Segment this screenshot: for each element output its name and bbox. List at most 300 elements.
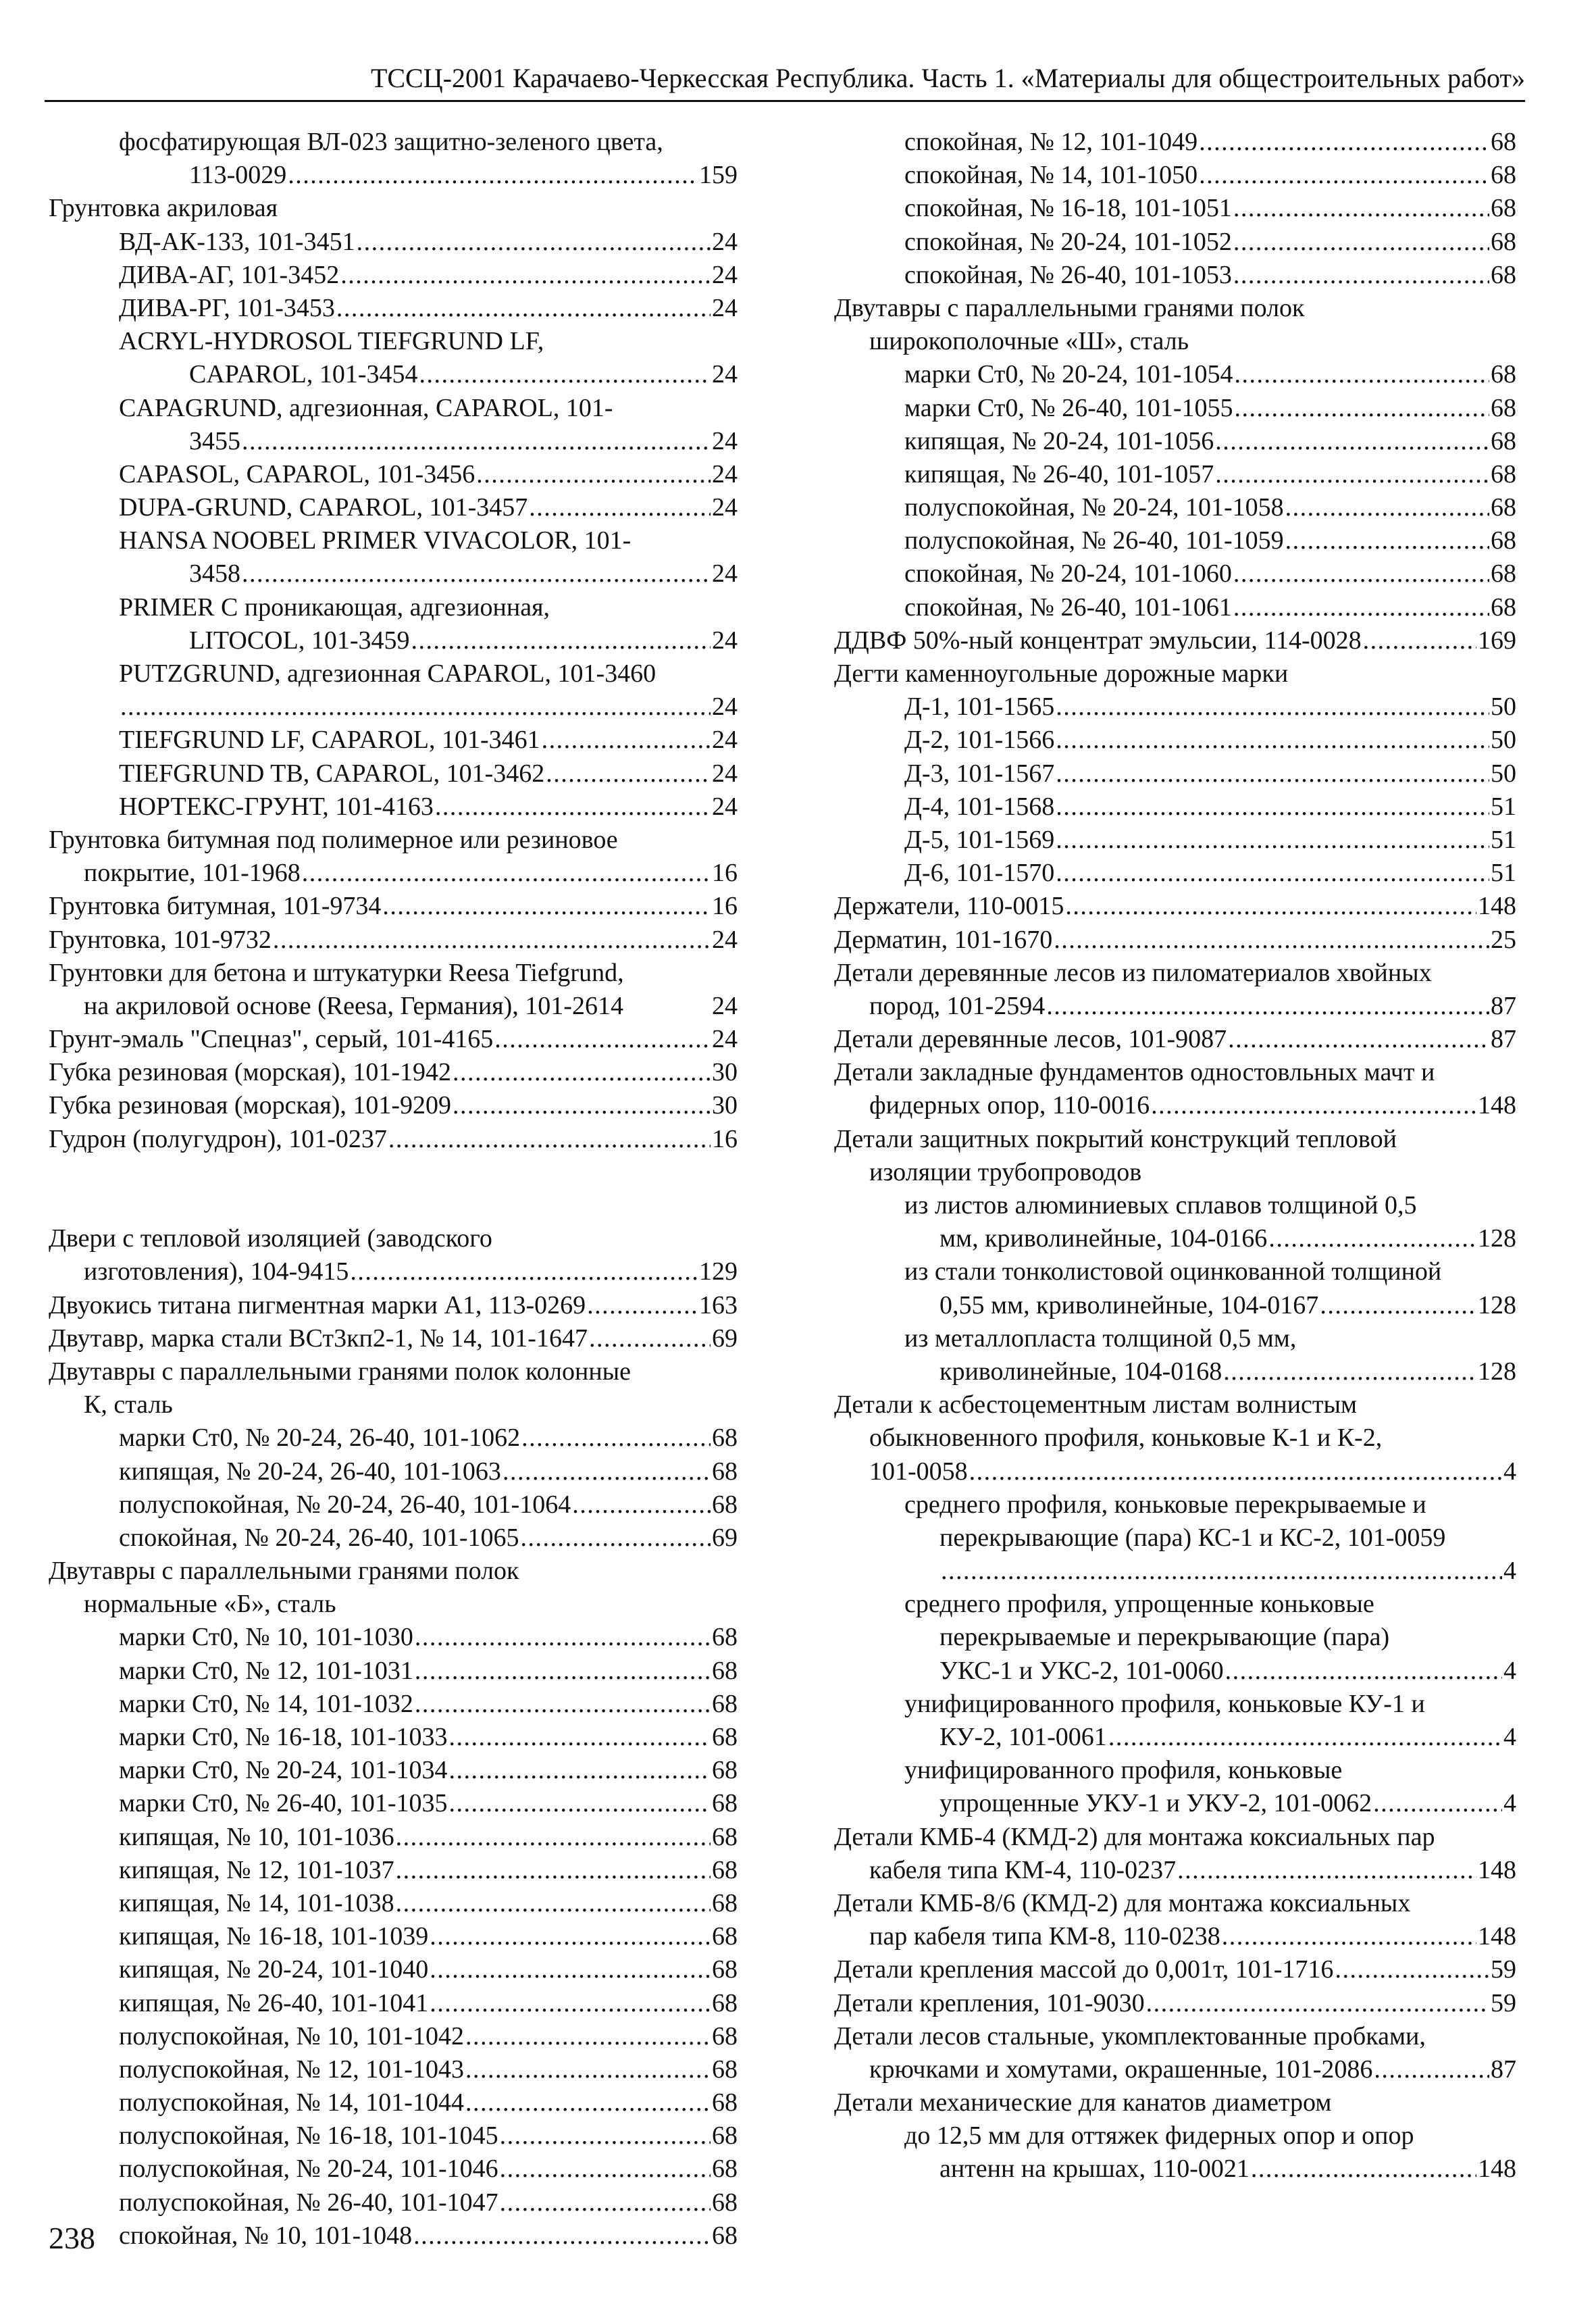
index-entry bbox=[49, 1721, 738, 1754]
index-entry bbox=[834, 924, 1516, 957]
dot-leader bbox=[1108, 1721, 1502, 1754]
index-entry bbox=[834, 2053, 1516, 2086]
index-entry bbox=[834, 1056, 1516, 1089]
dot-leader bbox=[435, 790, 711, 824]
index-entry bbox=[834, 1754, 1516, 1787]
entry-text: унифицированного профиля, коньковые bbox=[904, 1756, 1343, 1785]
entry-text: крючками и хомутами, окрашенные, 101-2086 bbox=[869, 2055, 1373, 2084]
dot-leader bbox=[120, 690, 711, 724]
entry-text: перекрываемые и перекрывающие (пара) bbox=[939, 1623, 1390, 1652]
dot-leader bbox=[1223, 1355, 1476, 1388]
entry-text: кипящая, № 14, 101-1038 bbox=[119, 1888, 394, 1917]
index-entry bbox=[834, 824, 1516, 857]
index-entry bbox=[834, 657, 1516, 690]
entry-text: ДИВА-АГ, 101-3452 bbox=[119, 260, 340, 289]
page-ref: 129 bbox=[699, 1257, 738, 1286]
index-entry bbox=[49, 159, 738, 192]
entry-text: PUTZGRUND, адгезионная CAPAROL, 101-3460 bbox=[119, 659, 657, 688]
entry-text: DUPA-GRUND, CAPAROL, 101-3457 bbox=[119, 493, 528, 522]
page-ref: 51 bbox=[1491, 792, 1516, 821]
index-entry bbox=[834, 1322, 1516, 1355]
dot-leader bbox=[430, 1920, 711, 1953]
page-ref: 87 bbox=[1491, 991, 1516, 1020]
index-entry bbox=[834, 1987, 1516, 2020]
entry-text: Детали закладные фундаментов одностовльных мачт и bbox=[834, 1058, 1435, 1087]
page-ref: 128 bbox=[1478, 1357, 1516, 1386]
dot-leader bbox=[453, 1089, 711, 1122]
index-entry bbox=[49, 1455, 738, 1488]
dot-leader bbox=[242, 557, 711, 590]
page-ref: 68 bbox=[712, 1623, 738, 1652]
index-entry bbox=[834, 1156, 1516, 1189]
entry-text: 0,55 мм, криволинейные, 104-0167 bbox=[939, 1290, 1319, 1319]
dot-leader bbox=[1268, 1222, 1476, 1255]
dot-leader bbox=[1233, 259, 1489, 292]
entry-text: кабеля типа КМ-4, 110-0237 bbox=[869, 1855, 1177, 1884]
dot-leader bbox=[411, 624, 711, 657]
dot-leader bbox=[413, 2219, 711, 2253]
index-entry bbox=[49, 2219, 738, 2253]
dot-leader bbox=[1054, 924, 1489, 957]
page-ref: 169 bbox=[1478, 626, 1516, 655]
page-number: 238 bbox=[49, 2221, 95, 2255]
index-entry bbox=[834, 1422, 1516, 1455]
page-ref: 68 bbox=[712, 1656, 738, 1685]
entry-text: Двутавры с параллельными гранями полок колонные bbox=[49, 1357, 632, 1386]
index-entry bbox=[49, 1089, 738, 1122]
entry-text: фосфатирующая ВЛ-023 защитно-зеленого цвета, bbox=[119, 128, 663, 156]
dot-leader bbox=[448, 1754, 711, 1787]
entry-text: Дерматин, 101-1670 bbox=[834, 925, 1053, 954]
dot-leader bbox=[336, 292, 711, 325]
index-entry bbox=[834, 192, 1516, 225]
entry-text: кипящая, № 20-24, 26-40, 101-1063 bbox=[119, 1457, 501, 1486]
dot-leader bbox=[1374, 2053, 1489, 2086]
entry-text: КУ-2, 101-0061 bbox=[939, 1723, 1107, 1751]
entry-text: ACRYL-HYDROSOL TIEFGRUND LF, bbox=[119, 327, 544, 356]
entry-text: Грунт-эмаль "Спецназ", серый, 101-4165 bbox=[49, 1025, 494, 1054]
entry-text: упрощенные УКУ-1 и УКУ-2, 101-0062 bbox=[939, 1789, 1372, 1818]
dot-leader bbox=[1363, 624, 1476, 657]
index-entry bbox=[834, 358, 1516, 391]
index-entry bbox=[49, 1621, 738, 1654]
index-entry bbox=[49, 458, 738, 491]
index-entry bbox=[49, 1521, 738, 1555]
index-entry bbox=[834, 458, 1516, 491]
page-ref: 24 bbox=[712, 693, 738, 722]
index-entry bbox=[834, 491, 1516, 524]
index-entry bbox=[49, 1422, 738, 1455]
entry-text: марки Ст0, № 10, 101-1030 bbox=[119, 1623, 413, 1652]
entry-text: кипящая, № 20-24, 101-1040 bbox=[119, 1955, 429, 1984]
dot-leader bbox=[430, 1953, 711, 1986]
dot-leader bbox=[1233, 591, 1489, 624]
index-entry bbox=[834, 392, 1516, 425]
entry-text: Детали деревянные лесов из пиломатериалов хвойных bbox=[834, 958, 1432, 987]
index-entry bbox=[834, 2119, 1516, 2153]
entry-text: Двутавры с параллельными гранями полок bbox=[834, 293, 1305, 322]
entry-text: мм, криволинейные, 104-0166 bbox=[939, 1224, 1268, 1253]
page-ref: 68 bbox=[712, 1922, 738, 1951]
index-entry bbox=[49, 1023, 738, 1056]
entry-text: на акриловой основе (Reesa, Германия), 101-2614 bbox=[84, 991, 623, 1020]
index-entry bbox=[49, 358, 738, 391]
index-entry bbox=[49, 491, 738, 524]
dot-leader bbox=[396, 1821, 711, 1854]
entry-text: пар кабеля типа КМ-8, 110-0238 bbox=[869, 1922, 1220, 1951]
dot-leader bbox=[494, 1023, 711, 1056]
entry-text: CAPAGRUND, адгезионная, CAPAROL, 101- bbox=[119, 393, 613, 422]
index-entry bbox=[834, 1521, 1516, 1555]
entry-text: спокойная, № 20-24, 101-1060 bbox=[904, 559, 1232, 588]
entry-text: среднего профиля, упрощенные коньковые bbox=[904, 1590, 1374, 1619]
index-entry bbox=[834, 1621, 1516, 1654]
index-entry bbox=[49, 690, 738, 724]
blank-line bbox=[49, 1156, 738, 1189]
entry-text: полуспокойная, № 20-24, 101-1046 bbox=[119, 2155, 498, 2184]
dot-leader bbox=[1233, 557, 1489, 590]
index-entry bbox=[49, 1688, 738, 1721]
index-entry bbox=[49, 2086, 738, 2119]
page-ref: 68 bbox=[712, 1789, 738, 1818]
page-ref: 68 bbox=[712, 2021, 738, 2051]
entry-text: НОРТЕКС-ГРУНТ, 101-4163 bbox=[119, 792, 434, 821]
page-ref: 51 bbox=[1491, 825, 1516, 854]
index-entry bbox=[834, 1721, 1516, 1754]
page-ref: 24 bbox=[712, 991, 738, 1020]
page-ref: 24 bbox=[712, 360, 738, 389]
dot-leader bbox=[500, 2119, 711, 2153]
page-ref: 68 bbox=[712, 1756, 738, 1785]
dot-leader bbox=[572, 1488, 711, 1521]
dot-leader bbox=[941, 1555, 1502, 1588]
entry-text: спокойная, № 10, 101-1048 bbox=[119, 2221, 413, 2250]
page-ref: 4 bbox=[1503, 1723, 1516, 1751]
entry-text: Грунтовка акриловая bbox=[49, 194, 278, 223]
dot-leader bbox=[415, 1655, 711, 1688]
page-ref: 68 bbox=[712, 1855, 738, 1884]
entry-text: 3455 bbox=[189, 426, 240, 455]
dot-leader bbox=[1151, 1089, 1476, 1122]
index-entry bbox=[834, 1123, 1516, 1156]
dot-leader bbox=[242, 425, 711, 458]
index-entry bbox=[49, 757, 738, 790]
page-ref: 24 bbox=[712, 792, 738, 821]
dot-leader bbox=[1234, 392, 1489, 425]
index-entry bbox=[49, 1655, 738, 1688]
entry-text: полуспокойная, № 16-18, 101-1045 bbox=[119, 2121, 498, 2150]
entry-text: криволинейные, 104-0168 bbox=[939, 1357, 1222, 1386]
entry-text: антенн на крышах, 110-0021 bbox=[939, 2155, 1250, 2184]
page-ref: 24 bbox=[712, 559, 738, 588]
page-ref: 50 bbox=[1491, 759, 1516, 788]
entry-text: 3458 bbox=[189, 559, 240, 588]
index-entry bbox=[49, 957, 738, 990]
index-entry bbox=[49, 1920, 738, 1953]
dot-leader bbox=[415, 1621, 711, 1654]
page-ref: 24 bbox=[712, 759, 738, 788]
dot-leader bbox=[1046, 990, 1489, 1023]
entry-text: Двери с тепловой изоляцией (заводского bbox=[49, 1224, 492, 1253]
index-entry bbox=[49, 1388, 738, 1422]
entry-text: Грунтовка битумная, 101-9734 bbox=[49, 892, 382, 921]
entry-text: до 12,5 мм для оттяжек фидерных опор и опор bbox=[904, 2121, 1414, 2150]
dot-leader bbox=[288, 159, 698, 192]
entry-text: спокойная, № 26-40, 101-1061 bbox=[904, 593, 1232, 622]
page-ref: 68 bbox=[1491, 194, 1516, 223]
index-entry bbox=[49, 524, 738, 557]
page-ref: 68 bbox=[712, 1955, 738, 1984]
page-ref: 68 bbox=[1491, 459, 1516, 488]
running-header: ТССЦ-2001 Карачаево-Черкесская Республика. Часть 1. «Материалы для общестроительных работ» bbox=[370, 63, 1525, 93]
page-ref: 68 bbox=[712, 1988, 738, 2017]
dot-leader bbox=[340, 259, 711, 292]
entry-text: унифицированного профиля, коньковые КУ-1 и bbox=[904, 1689, 1425, 1718]
index-entry bbox=[49, 1488, 738, 1521]
page-ref: 24 bbox=[712, 459, 738, 488]
dot-leader bbox=[1233, 192, 1489, 225]
entry-text: полуспокойная, № 20-24, 101-1058 bbox=[904, 493, 1284, 522]
index-entry bbox=[834, 1920, 1516, 1953]
page-ref: 59 bbox=[1491, 1988, 1516, 2017]
index-entry bbox=[834, 1555, 1516, 1588]
index-entry bbox=[49, 924, 738, 957]
page-ref: 68 bbox=[712, 1689, 738, 1718]
page-ref: 16 bbox=[712, 1124, 738, 1153]
page-ref: 68 bbox=[712, 2221, 738, 2250]
page-ref: 50 bbox=[1491, 726, 1516, 755]
entry-text: 113-0029 bbox=[189, 161, 287, 190]
page-ref: 16 bbox=[712, 859, 738, 888]
page-ref: 68 bbox=[1491, 128, 1516, 156]
index-entry bbox=[834, 524, 1516, 557]
index-entry bbox=[834, 591, 1516, 624]
dot-leader bbox=[542, 724, 711, 757]
index-entry bbox=[834, 724, 1516, 757]
page-ref: 4 bbox=[1503, 1557, 1516, 1586]
index-entry bbox=[49, 259, 738, 292]
entry-text: Детали крепления массой до 0,001т, 101-1716 bbox=[834, 1955, 1334, 1984]
dot-leader bbox=[1177, 1854, 1476, 1887]
index-entry bbox=[834, 159, 1516, 192]
index-entry bbox=[834, 1189, 1516, 1222]
page-ref: 68 bbox=[712, 2155, 738, 2184]
index-entry bbox=[834, 624, 1516, 657]
index-entry bbox=[49, 1123, 738, 1156]
index-entry bbox=[49, 990, 738, 1023]
entry-text: полуспокойная, № 26-40, 101-1047 bbox=[119, 2188, 498, 2217]
dot-leader bbox=[396, 1854, 711, 1887]
page-ref: 148 bbox=[1478, 1091, 1516, 1120]
dot-leader bbox=[587, 1289, 698, 1322]
entry-text: Д-5, 101-1569 bbox=[904, 825, 1055, 854]
index-entry bbox=[834, 259, 1516, 292]
entry-text: Дегти каменноугольные дорожные марки bbox=[834, 659, 1289, 688]
page-ref: 16 bbox=[712, 892, 738, 921]
index-column-left bbox=[49, 126, 738, 2253]
index-entry bbox=[834, 425, 1516, 458]
entry-text: Держатели, 110-0015 bbox=[834, 892, 1064, 921]
index-entry bbox=[49, 1355, 738, 1388]
dot-leader bbox=[273, 924, 711, 957]
page-ref: 87 bbox=[1491, 2055, 1516, 2084]
page-ref: 68 bbox=[1491, 426, 1516, 455]
dot-leader bbox=[529, 491, 711, 524]
entry-text: спокойная, № 20-24, 101-1052 bbox=[904, 227, 1232, 256]
index-entry bbox=[49, 1754, 738, 1787]
dot-leader bbox=[589, 1322, 711, 1355]
dot-leader bbox=[1146, 1987, 1489, 2020]
index-entry bbox=[834, 1821, 1516, 1854]
entry-text: марки Ст0, № 14, 101-1032 bbox=[119, 1689, 413, 1718]
page-ref: 148 bbox=[1478, 1855, 1516, 1884]
index-entry bbox=[834, 1089, 1516, 1122]
dot-leader bbox=[500, 2186, 711, 2219]
dot-leader bbox=[1222, 1920, 1476, 1953]
dot-leader bbox=[546, 757, 711, 790]
index-entry bbox=[49, 1289, 738, 1322]
entry-text: TIEFGRUND LF, CAPAROL, 101-3461 bbox=[119, 726, 540, 755]
entry-text: полуспокойная, № 14, 101-1044 bbox=[119, 2088, 464, 2117]
dot-leader bbox=[302, 857, 711, 890]
entry-text: TIEFGRUND TB, CAPAROL, 101-3462 bbox=[119, 759, 545, 788]
entry-text: Губка резиновая (морская), 101-9209 bbox=[49, 1091, 452, 1120]
dot-leader bbox=[1251, 2153, 1476, 2186]
entry-text: Д-2, 101-1566 bbox=[904, 726, 1055, 755]
page-ref: 148 bbox=[1478, 892, 1516, 921]
dot-leader bbox=[465, 2020, 711, 2053]
dot-leader bbox=[1199, 126, 1489, 159]
dot-leader bbox=[1065, 890, 1476, 923]
entry-text: полуспокойная, № 20-24, 26-40, 101-1064 bbox=[119, 1490, 571, 1519]
page-ref: 128 bbox=[1478, 1224, 1516, 1253]
entry-text: Двуокись титана пигментная марки А1, 113-0269 bbox=[49, 1290, 586, 1319]
entry-text: Детали лесов стальные, укомплектованные пробками, bbox=[834, 2021, 1426, 2051]
page-ref: 4 bbox=[1503, 1656, 1516, 1685]
dot-leader bbox=[357, 226, 711, 259]
page-ref: 68 bbox=[712, 1888, 738, 1917]
entry-text: кипящая, № 20-24, 101-1056 bbox=[904, 426, 1214, 455]
page-ref: 24 bbox=[712, 293, 738, 322]
page-ref: 128 bbox=[1478, 1290, 1516, 1319]
index-entry bbox=[49, 1222, 738, 1255]
dot-leader bbox=[448, 1721, 711, 1754]
index-entry bbox=[834, 325, 1516, 358]
entry-text: ДДВФ 50%-ный концентрат эмульсии, 114-0028 bbox=[834, 626, 1362, 655]
entry-text: 101-0058 bbox=[869, 1457, 968, 1486]
index-entry bbox=[49, 392, 738, 425]
entry-text: спокойная, № 12, 101-1049 bbox=[904, 128, 1198, 156]
dot-leader bbox=[1285, 491, 1489, 524]
index-entry bbox=[49, 1953, 738, 1986]
entry-text: Двутавры с параллельными гранями полок bbox=[49, 1557, 519, 1586]
entry-text: спокойная, № 16-18, 101-1051 bbox=[904, 194, 1232, 223]
dot-leader bbox=[1373, 1787, 1502, 1820]
entry-text: кипящая, № 26-40, 101-1057 bbox=[904, 459, 1214, 488]
entry-text: Гудрон (полугудрон), 101-0237 bbox=[49, 1124, 387, 1153]
page-ref: 68 bbox=[1491, 260, 1516, 289]
entry-text: Д-6, 101-1570 bbox=[904, 859, 1055, 888]
index-entry bbox=[834, 790, 1516, 824]
entry-text: пород, 101-2594 bbox=[869, 991, 1046, 1020]
page-ref: 68 bbox=[712, 2121, 738, 2150]
index-entry bbox=[834, 957, 1516, 990]
entry-text: кипящая, № 10, 101-1036 bbox=[119, 1822, 394, 1851]
index-entry bbox=[49, 2186, 738, 2219]
page-ref: 87 bbox=[1491, 1025, 1516, 1054]
dot-leader bbox=[1056, 857, 1489, 890]
entry-text: Грунтовка битумная под полимерное или резиновое bbox=[49, 825, 618, 854]
page-ref: 148 bbox=[1478, 1922, 1516, 1951]
dot-leader bbox=[521, 1422, 711, 1455]
dot-leader bbox=[1056, 824, 1489, 857]
dot-leader bbox=[476, 458, 711, 491]
entry-text: LITOCOL, 101-3459 bbox=[189, 626, 410, 655]
page-ref: 163 bbox=[699, 1290, 738, 1319]
dot-leader bbox=[969, 1455, 1502, 1488]
index-entry bbox=[49, 1056, 738, 1089]
page-ref: 68 bbox=[1491, 360, 1516, 389]
entry-text: марки Ст0, № 20-24, 26-40, 101-1062 bbox=[119, 1424, 521, 1453]
entry-text: кипящая, № 16-18, 101-1039 bbox=[119, 1922, 429, 1951]
page-ref: 4 bbox=[1503, 1457, 1516, 1486]
page-ref: 30 bbox=[712, 1091, 738, 1120]
entry-text: Д-3, 101-1567 bbox=[904, 759, 1055, 788]
entry-text: Детали КМБ-4 (КМД-2) для монтажа коксиальных пар bbox=[834, 1822, 1435, 1851]
page-ref: 68 bbox=[1491, 161, 1516, 190]
entry-text: из стали тонколистовой оцинкованной толщиной bbox=[904, 1257, 1442, 1286]
entry-text: полуспокойная, № 26-40, 101-1059 bbox=[904, 526, 1284, 555]
dot-leader bbox=[1215, 425, 1489, 458]
page-ref: 25 bbox=[1491, 925, 1516, 954]
page-ref: 148 bbox=[1478, 2155, 1516, 2184]
page-ref: 24 bbox=[712, 1025, 738, 1054]
index-entry bbox=[834, 690, 1516, 724]
index-entry bbox=[834, 2086, 1516, 2119]
entry-text: кипящая, № 26-40, 101-1041 bbox=[119, 1988, 429, 2017]
index-entry bbox=[49, 1322, 738, 1355]
page-ref: 24 bbox=[712, 726, 738, 755]
entry-text: ВД-АК-133, 101-3451 bbox=[119, 227, 355, 256]
page-ref: 68 bbox=[1491, 493, 1516, 522]
entry-text: марки Ст0, № 20-24, 101-1054 bbox=[904, 360, 1233, 389]
index-entry bbox=[834, 1222, 1516, 1255]
page-ref: 68 bbox=[712, 1457, 738, 1486]
page-ref: 68 bbox=[1491, 559, 1516, 588]
page-ref: 68 bbox=[712, 2055, 738, 2084]
page-ref: 68 bbox=[712, 1723, 738, 1751]
index-entry bbox=[834, 1388, 1516, 1422]
index-entry bbox=[834, 1854, 1516, 1887]
entry-text: из листов алюминиевых сплавов толщиной 0,5 bbox=[904, 1191, 1417, 1219]
entry-text: PRIMER C проникающая, адгезионная, bbox=[119, 593, 550, 622]
entry-text: УКС-1 и УКС-2, 101-0060 bbox=[939, 1656, 1224, 1685]
entry-text: Детали деревянные лесов, 101-9087 bbox=[834, 1025, 1227, 1054]
index-entry bbox=[49, 1555, 738, 1588]
index-entry bbox=[49, 2119, 738, 2153]
page-ref: 68 bbox=[1491, 393, 1516, 422]
entry-text: полуспокойная, № 10, 101-1042 bbox=[119, 2021, 464, 2051]
dot-leader bbox=[453, 1056, 711, 1089]
entry-text: ДИВА-РГ, 101-3453 bbox=[119, 293, 335, 322]
entry-text: спокойная, № 20-24, 26-40, 101-1065 bbox=[119, 1523, 519, 1552]
entry-text: нормальные «Б», сталь bbox=[84, 1590, 336, 1619]
index-column-right bbox=[834, 126, 1516, 2186]
index-entry bbox=[834, 1887, 1516, 1920]
page-ref: 159 bbox=[699, 161, 738, 190]
page-ref: 24 bbox=[712, 925, 738, 954]
index-entry bbox=[49, 425, 738, 458]
